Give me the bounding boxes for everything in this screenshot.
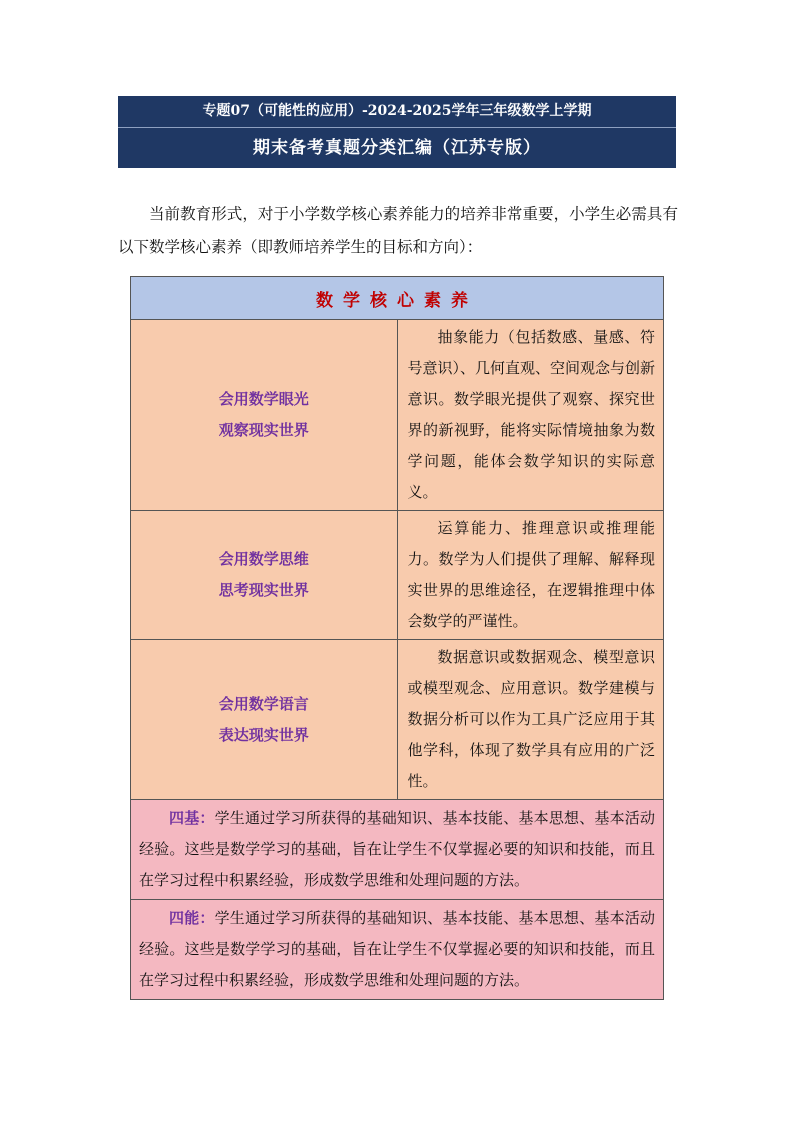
table-header: 数学核心素养 [131,277,664,320]
siji-text: 学生通过学习所获得的基础知识、基本技能、基本思想、基本活动经验。这些是数学学习的基础，旨在让学生不仅掌握必要的知识和技能，而且在学习过程中积累经验，形成数学思维和处理问题的方法。 [139,809,655,889]
siji-term: 四基： [169,809,215,827]
row-label-line: 会用数学语言 [218,694,309,713]
row-label-observe [131,320,398,511]
intro-paragraph: 当前教育形式，对于小学数学核心素养能力的培养非常重要，小学生必需具有以下数学核心素养（即教师培养学生的目标和方向）： [118,205,678,256]
banner-title-line2: 期末备考真题分类汇编（江苏专版） [253,138,541,158]
sineng-term: 四能： [169,909,215,927]
row-label-line: 表达现实世界 [218,725,309,744]
banner-title-line1: 专题07（可能性的应用）-2024-2025学年三年级数学上学期 [118,96,676,128]
row-label-line: 会用数学思维 [218,550,309,568]
row-label-line: 观察现实世界 [218,421,309,439]
siji-cell [131,800,664,900]
row-desc-think: 运算能力、推理意识或推理能力。数学为人们提供了理解、解释现实世界的思维途径，在逻辑推理中体会数学的严谨性。 [397,511,664,640]
row-desc-observe: 抽象能力（包括数感、量感、符号意识）、几何直观、空间观念与创新意识。数学眼光提供了观察、探究世界的新视野，能将实际情境抽象为数学问题，能体会数学知识的实际意义。 [397,320,664,511]
row-label-think [131,511,398,640]
row-label-express [131,640,398,800]
title-banner [118,96,676,168]
core-literacy-table [130,276,664,1000]
row-label-line: 思考现实世界 [218,581,309,599]
sineng-cell [131,900,664,1000]
sineng-text: 学生通过学习所获得的基础知识、基本技能、基本思想、基本活动经验。这些是数学学习的基础，旨在让学生不仅掌握必要的知识和技能，而且在学习过程中积累经验，形成数学思维和处理问题的方法。 [139,909,655,989]
row-label-line: 会用数学眼光 [218,390,309,408]
row-desc-express: 数据意识或数据观念、模型意识或模型观念、应用意识。数学建模与数据分析可以作为工具广泛应用于其他学科，体现了数学具有应用的广泛性。 [397,640,664,800]
